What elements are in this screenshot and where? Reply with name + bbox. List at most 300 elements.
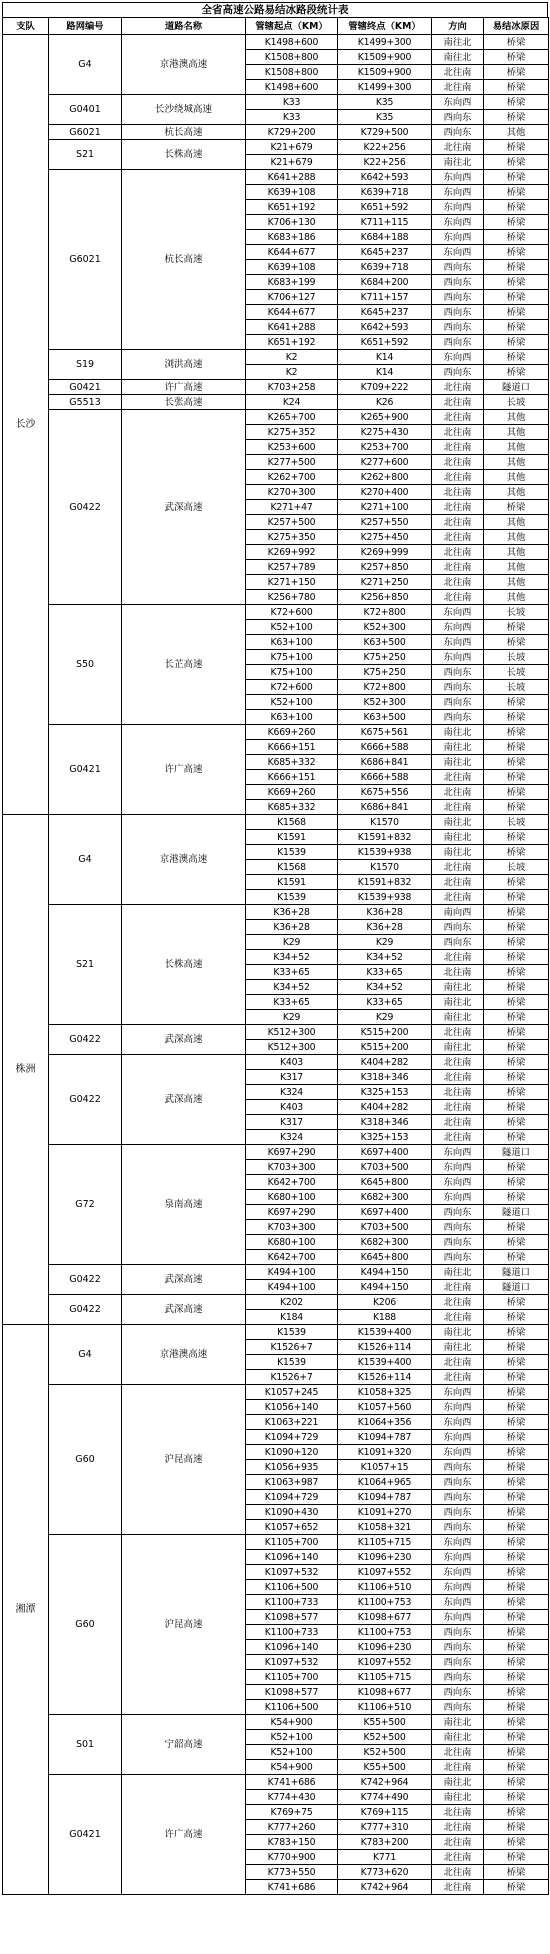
- start-km-cell: K644+677: [246, 245, 338, 260]
- reason-cell: 桥梁: [484, 185, 549, 200]
- network-code-cell: G0422: [49, 1295, 122, 1325]
- reason-cell: 桥梁: [484, 1490, 549, 1505]
- reason-cell: 桥梁: [484, 65, 549, 80]
- end-km-cell: K55+500: [338, 1760, 432, 1775]
- reason-cell: 桥梁: [484, 1595, 549, 1610]
- end-km-cell: K75+250: [338, 665, 432, 680]
- direction-cell: 西向东: [432, 1490, 484, 1505]
- start-km-cell: K1097+532: [246, 1565, 338, 1580]
- direction-cell: 北往南: [432, 1805, 484, 1820]
- start-km-cell: K706+127: [246, 290, 338, 305]
- end-km-cell: K742+964: [338, 1880, 432, 1895]
- end-km-cell: K14: [338, 365, 432, 380]
- direction-cell: 西向东: [432, 1640, 484, 1655]
- end-km-cell: K711+157: [338, 290, 432, 305]
- network-code-cell: G0421: [49, 725, 122, 815]
- direction-cell: 北往南: [432, 455, 484, 470]
- start-km-cell: K403: [246, 1055, 338, 1070]
- start-km-cell: K36+28: [246, 905, 338, 920]
- road-name-cell: 宁韶高速: [122, 1715, 246, 1775]
- direction-cell: 北往南: [432, 65, 484, 80]
- start-km-cell: K1098+577: [246, 1685, 338, 1700]
- reason-cell: 桥梁: [484, 1535, 549, 1550]
- reason-cell: 桥梁: [484, 1475, 549, 1490]
- reason-cell: 长坡: [484, 815, 549, 830]
- reason-cell: 桥梁: [484, 1880, 549, 1895]
- direction-cell: 西向东: [432, 290, 484, 305]
- start-km-cell: K1526+7: [246, 1340, 338, 1355]
- reason-cell: 桥梁: [484, 1040, 549, 1055]
- start-km-cell: K72+600: [246, 680, 338, 695]
- start-km-cell: K741+686: [246, 1880, 338, 1895]
- start-km-cell: K72+600: [246, 605, 338, 620]
- end-km-cell: K742+964: [338, 1775, 432, 1790]
- direction-cell: 西向东: [432, 1475, 484, 1490]
- start-km-cell: K1056+935: [246, 1460, 338, 1475]
- start-km-cell: K324: [246, 1130, 338, 1145]
- reason-cell: 桥梁: [484, 845, 549, 860]
- direction-cell: 南往北: [432, 1730, 484, 1745]
- direction-cell: 北往南: [432, 1070, 484, 1085]
- end-km-cell: K771: [338, 1850, 432, 1865]
- reason-cell: 桥梁: [484, 1250, 549, 1265]
- reason-cell: 桥梁: [484, 1070, 549, 1085]
- road-name-cell: 武深高速: [122, 410, 246, 605]
- direction-cell: 东向西: [432, 170, 484, 185]
- end-km-cell: K404+282: [338, 1100, 432, 1115]
- division-cell: 长沙: [3, 35, 49, 815]
- start-km-cell: K1094+729: [246, 1430, 338, 1445]
- start-km-cell: K1056+140: [246, 1400, 338, 1415]
- direction-cell: 东向西: [432, 1145, 484, 1160]
- end-km-cell: K34+52: [338, 980, 432, 995]
- reason-cell: 桥梁: [484, 920, 549, 935]
- end-km-cell: K271+100: [338, 500, 432, 515]
- direction-cell: 西向东: [432, 1700, 484, 1715]
- reason-cell: 桥梁: [484, 1100, 549, 1115]
- header-icing-reason: 易结冰原因: [484, 18, 549, 35]
- direction-cell: 北往南: [432, 515, 484, 530]
- end-km-cell: K697+400: [338, 1145, 432, 1160]
- direction-cell: 东向西: [432, 635, 484, 650]
- reason-cell: 其他: [484, 440, 549, 455]
- direction-cell: 东向西: [432, 1595, 484, 1610]
- reason-cell: 桥梁: [484, 1190, 549, 1205]
- reason-cell: 桥梁: [484, 800, 549, 815]
- direction-cell: 东向西: [432, 1385, 484, 1400]
- road-name-cell: 沪昆高速: [122, 1385, 246, 1535]
- start-km-cell: K202: [246, 1295, 338, 1310]
- end-km-cell: K769+115: [338, 1805, 432, 1820]
- reason-cell: 其他: [484, 410, 549, 425]
- end-km-cell: K257+850: [338, 560, 432, 575]
- direction-cell: 北往南: [432, 80, 484, 95]
- reason-cell: 桥梁: [484, 290, 549, 305]
- end-km-cell: K515+200: [338, 1025, 432, 1040]
- direction-cell: 西向东: [432, 260, 484, 275]
- reason-cell: 其他: [484, 125, 549, 140]
- direction-cell: 东向西: [432, 1580, 484, 1595]
- reason-cell: 桥梁: [484, 1175, 549, 1190]
- reason-cell: 桥梁: [484, 1085, 549, 1100]
- reason-cell: 其他: [484, 530, 549, 545]
- end-km-cell: K36+28: [338, 920, 432, 935]
- direction-cell: 东向西: [432, 1160, 484, 1175]
- reason-cell: 桥梁: [484, 305, 549, 320]
- start-km-cell: K1539: [246, 1325, 338, 1340]
- end-km-cell: K63+500: [338, 710, 432, 725]
- table-body: [3, 35, 549, 1895]
- network-code-cell: G0401: [49, 95, 122, 125]
- reason-cell: 桥梁: [484, 1370, 549, 1385]
- reason-cell: 桥梁: [484, 1745, 549, 1760]
- reason-cell: 桥梁: [484, 1310, 549, 1325]
- start-km-cell: K317: [246, 1070, 338, 1085]
- end-km-cell: K1539+938: [338, 890, 432, 905]
- start-km-cell: K639+108: [246, 260, 338, 275]
- start-km-cell: K651+192: [246, 200, 338, 215]
- network-code-cell: S01: [49, 1715, 122, 1775]
- end-km-cell: K404+282: [338, 1055, 432, 1070]
- start-km-cell: K774+430: [246, 1790, 338, 1805]
- direction-cell: 北往南: [432, 1310, 484, 1325]
- network-code-cell: G4: [49, 815, 122, 905]
- division-cell: 株洲: [3, 815, 49, 1325]
- direction-cell: 北往南: [432, 440, 484, 455]
- direction-cell: 东向西: [432, 605, 484, 620]
- end-km-cell: K773+620: [338, 1865, 432, 1880]
- end-km-cell: K277+600: [338, 455, 432, 470]
- reason-cell: 桥梁: [484, 1610, 549, 1625]
- reason-cell: 长坡: [484, 650, 549, 665]
- start-km-cell: K703+300: [246, 1160, 338, 1175]
- reason-cell: 桥梁: [484, 1055, 549, 1070]
- end-km-cell: K1098+677: [338, 1610, 432, 1625]
- network-code-cell: S21: [49, 905, 122, 1025]
- end-km-cell: K29: [338, 935, 432, 950]
- table-row: [3, 725, 549, 740]
- start-km-cell: K669+260: [246, 725, 338, 740]
- road-name-cell: 许广高速: [122, 380, 246, 395]
- reason-cell: 桥梁: [484, 905, 549, 920]
- end-km-cell: K642+593: [338, 170, 432, 185]
- direction-cell: 东向西: [432, 215, 484, 230]
- reason-cell: 桥梁: [484, 1295, 549, 1310]
- end-km-cell: K1100+753: [338, 1625, 432, 1640]
- table-title: 全省高速公路易结冰路段统计表: [2, 2, 548, 17]
- reason-cell: 桥梁: [484, 350, 549, 365]
- reason-cell: 桥梁: [484, 1355, 549, 1370]
- direction-cell: 南往北: [432, 1790, 484, 1805]
- end-km-cell: K651+592: [338, 200, 432, 215]
- table-row: [3, 1325, 549, 1340]
- end-km-cell: K33+65: [338, 965, 432, 980]
- network-code-cell: G0421: [49, 1775, 122, 1895]
- reason-cell: 桥梁: [484, 1730, 549, 1745]
- reason-cell: 桥梁: [484, 230, 549, 245]
- start-km-cell: K1539: [246, 845, 338, 860]
- reason-cell: 桥梁: [484, 110, 549, 125]
- start-km-cell: K1568: [246, 860, 338, 875]
- network-code-cell: G72: [49, 1145, 122, 1265]
- direction-cell: 西向东: [432, 125, 484, 140]
- reason-cell: 其他: [484, 545, 549, 560]
- direction-cell: 北往南: [432, 1130, 484, 1145]
- start-km-cell: K669+260: [246, 785, 338, 800]
- reason-cell: 桥梁: [484, 1775, 549, 1790]
- start-km-cell: K741+686: [246, 1775, 338, 1790]
- start-km-cell: K36+28: [246, 920, 338, 935]
- direction-cell: 东向西: [432, 350, 484, 365]
- start-km-cell: K1539: [246, 890, 338, 905]
- start-km-cell: K2: [246, 365, 338, 380]
- table-row: [3, 1265, 549, 1280]
- end-km-cell: K1058+321: [338, 1520, 432, 1535]
- direction-cell: 南往北: [432, 1040, 484, 1055]
- end-km-cell: K29: [338, 1010, 432, 1025]
- reason-cell: 隧道口: [484, 1145, 549, 1160]
- direction-cell: 东向西: [432, 1400, 484, 1415]
- end-km-cell: K1105+715: [338, 1535, 432, 1550]
- reason-cell: 桥梁: [484, 1790, 549, 1805]
- direction-cell: 东向西: [432, 620, 484, 635]
- direction-cell: 南往北: [432, 980, 484, 995]
- icy-road-table-sheet: [2, 2, 548, 1895]
- direction-cell: 西向东: [432, 1205, 484, 1220]
- start-km-cell: K683+199: [246, 275, 338, 290]
- start-km-cell: K642+700: [246, 1250, 338, 1265]
- reason-cell: 桥梁: [484, 980, 549, 995]
- start-km-cell: K1568: [246, 815, 338, 830]
- end-km-cell: K1591+832: [338, 875, 432, 890]
- start-km-cell: K75+100: [246, 650, 338, 665]
- reason-cell: 桥梁: [484, 1400, 549, 1415]
- direction-cell: 北往南: [432, 575, 484, 590]
- reason-cell: 桥梁: [484, 1010, 549, 1025]
- reason-cell: 桥梁: [484, 740, 549, 755]
- end-km-cell: K1526+114: [338, 1340, 432, 1355]
- network-code-cell: G5513: [49, 395, 122, 410]
- direction-cell: 西向东: [432, 1685, 484, 1700]
- end-km-cell: K75+250: [338, 650, 432, 665]
- start-km-cell: K769+75: [246, 1805, 338, 1820]
- division-cell: 湘潭: [3, 1325, 49, 1895]
- start-km-cell: K697+290: [246, 1145, 338, 1160]
- table-row: [3, 1025, 549, 1040]
- end-km-cell: K1100+753: [338, 1595, 432, 1610]
- end-km-cell: K33+65: [338, 995, 432, 1010]
- end-km-cell: K1570: [338, 815, 432, 830]
- end-km-cell: K494+150: [338, 1265, 432, 1280]
- start-km-cell: K52+100: [246, 1730, 338, 1745]
- reason-cell: 桥梁: [484, 1130, 549, 1145]
- direction-cell: 北往南: [432, 1100, 484, 1115]
- table-row: [3, 1295, 549, 1310]
- direction-cell: 西向东: [432, 275, 484, 290]
- direction-cell: 西向东: [432, 1460, 484, 1475]
- reason-cell: 其他: [484, 590, 549, 605]
- end-km-cell: K1539+400: [338, 1325, 432, 1340]
- table-row: [3, 350, 549, 365]
- direction-cell: 北往南: [432, 890, 484, 905]
- start-km-cell: K1106+500: [246, 1700, 338, 1715]
- reason-cell: 桥梁: [484, 935, 549, 950]
- end-km-cell: K1106+510: [338, 1700, 432, 1715]
- end-km-cell: K1509+900: [338, 65, 432, 80]
- start-km-cell: K256+780: [246, 590, 338, 605]
- start-km-cell: K257+500: [246, 515, 338, 530]
- table-row: [3, 170, 549, 185]
- reason-cell: 其他: [484, 425, 549, 440]
- table-row: [3, 1055, 549, 1070]
- start-km-cell: K403: [246, 1100, 338, 1115]
- start-km-cell: K24: [246, 395, 338, 410]
- network-code-cell: G0422: [49, 1025, 122, 1055]
- start-km-cell: K52+100: [246, 695, 338, 710]
- direction-cell: 北往南: [432, 1880, 484, 1895]
- end-km-cell: K703+500: [338, 1160, 432, 1175]
- start-km-cell: K685+332: [246, 800, 338, 815]
- start-km-cell: K494+100: [246, 1265, 338, 1280]
- end-km-cell: K1096+230: [338, 1550, 432, 1565]
- start-km-cell: K777+260: [246, 1820, 338, 1835]
- end-km-cell: K1499+300: [338, 80, 432, 95]
- start-km-cell: K683+186: [246, 230, 338, 245]
- start-km-cell: K269+992: [246, 545, 338, 560]
- road-name-cell: 武深高速: [122, 1295, 246, 1325]
- start-km-cell: K33+65: [246, 965, 338, 980]
- start-km-cell: K270+300: [246, 485, 338, 500]
- reason-cell: 其他: [484, 470, 549, 485]
- end-km-cell: K52+300: [338, 620, 432, 635]
- direction-cell: 西向东: [432, 305, 484, 320]
- header-start-km: 管辖起点（KM）: [246, 18, 338, 35]
- direction-cell: 西向东: [432, 935, 484, 950]
- table-row: [3, 815, 549, 830]
- reason-cell: 桥梁: [484, 50, 549, 65]
- end-km-cell: K26: [338, 395, 432, 410]
- direction-cell: 南往北: [432, 995, 484, 1010]
- direction-cell: 北往南: [432, 530, 484, 545]
- reason-cell: 桥梁: [484, 965, 549, 980]
- end-km-cell: K682+300: [338, 1190, 432, 1205]
- start-km-cell: K1057+245: [246, 1385, 338, 1400]
- start-km-cell: K253+600: [246, 440, 338, 455]
- reason-cell: 长坡: [484, 665, 549, 680]
- header-direction: 方向: [432, 18, 484, 35]
- header-network-code: 路网编号: [49, 18, 122, 35]
- direction-cell: 西向东: [432, 365, 484, 380]
- start-km-cell: K75+100: [246, 665, 338, 680]
- end-km-cell: K55+500: [338, 1715, 432, 1730]
- direction-cell: 西向东: [432, 320, 484, 335]
- reason-cell: 桥梁: [484, 785, 549, 800]
- road-name-cell: 武深高速: [122, 1265, 246, 1295]
- road-name-cell: 京港澳高速: [122, 1325, 246, 1385]
- road-name-cell: 京港澳高速: [122, 815, 246, 905]
- end-km-cell: K1106+510: [338, 1580, 432, 1595]
- direction-cell: 东向西: [432, 1445, 484, 1460]
- end-km-cell: K1539+400: [338, 1355, 432, 1370]
- end-km-cell: K35: [338, 95, 432, 110]
- reason-cell: 桥梁: [484, 200, 549, 215]
- start-km-cell: K1100+733: [246, 1625, 338, 1640]
- direction-cell: 北往南: [432, 140, 484, 155]
- reason-cell: 桥梁: [484, 635, 549, 650]
- reason-cell: 桥梁: [484, 1550, 549, 1565]
- start-km-cell: K729+200: [246, 125, 338, 140]
- direction-cell: 西向东: [432, 110, 484, 125]
- start-km-cell: K1063+221: [246, 1415, 338, 1430]
- start-km-cell: K1106+500: [246, 1580, 338, 1595]
- header-end-km: 管辖终点（KM）: [338, 18, 432, 35]
- direction-cell: 北往南: [432, 1025, 484, 1040]
- end-km-cell: K1105+715: [338, 1670, 432, 1685]
- direction-cell: 北往南: [432, 395, 484, 410]
- network-code-cell: S21: [49, 140, 122, 170]
- reason-cell: 桥梁: [484, 1685, 549, 1700]
- end-km-cell: K682+300: [338, 1235, 432, 1250]
- road-name-cell: 许广高速: [122, 725, 246, 815]
- start-km-cell: K642+700: [246, 1175, 338, 1190]
- reason-cell: 桥梁: [484, 1235, 549, 1250]
- reason-cell: 桥梁: [484, 1385, 549, 1400]
- direction-cell: 北往南: [432, 1085, 484, 1100]
- end-km-cell: K1098+677: [338, 1685, 432, 1700]
- table-row: [3, 1535, 549, 1550]
- end-km-cell: K783+200: [338, 1835, 432, 1850]
- start-km-cell: K1096+140: [246, 1640, 338, 1655]
- reason-cell: 桥梁: [484, 1325, 549, 1340]
- start-km-cell: K494+100: [246, 1280, 338, 1295]
- start-km-cell: K644+677: [246, 305, 338, 320]
- end-km-cell: K1064+356: [338, 1415, 432, 1430]
- start-km-cell: K1090+430: [246, 1505, 338, 1520]
- end-km-cell: K275+430: [338, 425, 432, 440]
- reason-cell: 桥梁: [484, 140, 549, 155]
- start-km-cell: K1498+600: [246, 35, 338, 50]
- end-km-cell: K188: [338, 1310, 432, 1325]
- direction-cell: 北往南: [432, 1115, 484, 1130]
- reason-cell: 隧道口: [484, 380, 549, 395]
- start-km-cell: K33+65: [246, 995, 338, 1010]
- reason-cell: 桥梁: [484, 1460, 549, 1475]
- direction-cell: 西向东: [432, 710, 484, 725]
- direction-cell: 南往北: [432, 1340, 484, 1355]
- end-km-cell: K645+237: [338, 245, 432, 260]
- direction-cell: 南往北: [432, 830, 484, 845]
- reason-cell: 桥梁: [484, 500, 549, 515]
- start-km-cell: K680+100: [246, 1190, 338, 1205]
- direction-cell: 西向东: [432, 1505, 484, 1520]
- reason-cell: 桥梁: [484, 1820, 549, 1835]
- table-row: [3, 1145, 549, 1160]
- road-name-cell: 长芷高速: [122, 605, 246, 725]
- end-km-cell: K642+593: [338, 320, 432, 335]
- end-km-cell: K14: [338, 350, 432, 365]
- reason-cell: 桥梁: [484, 365, 549, 380]
- start-km-cell: K63+100: [246, 635, 338, 650]
- start-km-cell: K277+500: [246, 455, 338, 470]
- reason-cell: 桥梁: [484, 1655, 549, 1670]
- end-km-cell: K256+850: [338, 590, 432, 605]
- end-km-cell: K1091+270: [338, 1505, 432, 1520]
- reason-cell: 桥梁: [484, 620, 549, 635]
- end-km-cell: K257+550: [338, 515, 432, 530]
- reason-cell: 隧道口: [484, 1265, 549, 1280]
- direction-cell: 东向西: [432, 650, 484, 665]
- network-code-cell: G6021: [49, 125, 122, 140]
